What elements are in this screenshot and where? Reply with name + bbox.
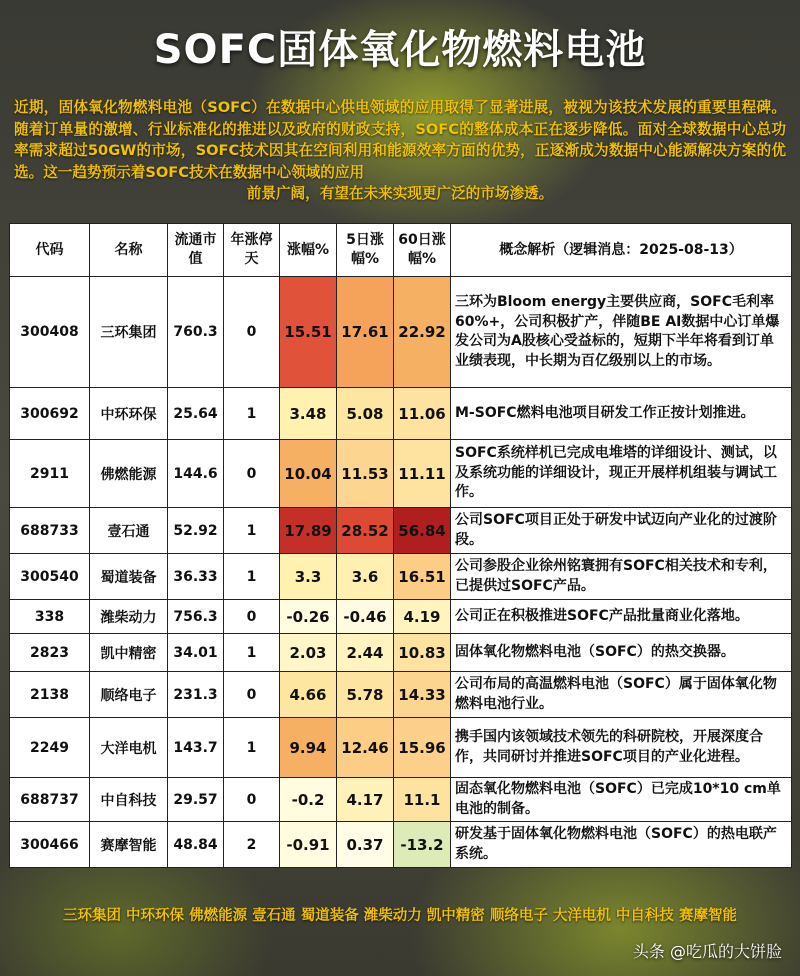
cell-concept: 公司布局的高温燃料电池（SOFC）属于固体氧化物燃料电池行业。	[451, 672, 792, 718]
cell-chg60: -13.2	[394, 822, 451, 868]
cell-chg60: 10.83	[394, 634, 451, 672]
cell-limit: 0	[224, 277, 280, 388]
watermark: 头条 @吃瓜的大饼脸	[632, 942, 782, 961]
cell-chg60: 56.84	[394, 508, 451, 554]
cell-limit: 1	[224, 554, 280, 600]
footer-stock-list: 三环集团 中环环保 佛燃能源 壹石通 蜀道装备 潍柴动力 凯中精密 顺络电子 大洋电机 中自科技 赛摩智能	[63, 908, 737, 924]
cell-chg: 10.04	[280, 440, 337, 508]
cell-chg: -0.26	[280, 600, 337, 634]
header-chg60: 60日涨幅%	[394, 224, 451, 277]
table-row	[10, 277, 792, 388]
intro-text: 近期，固体氧化物燃料电池（SOFC）在数据中心供电领域的应用取得了显著进展，被视为该技术发展的重要里程碑。随着订单量的激增、行业标准化的推进以及政府的财政支持，SOFC的整体成本正在逐步降低。面对全球数据中心总功率需求超过50GW的市场，SOFC技术因其在空间利用和能源效率方面的优势，正逐渐成为数据中心能源解决方案的优选。这一趋势预示着SOFC技术在数据中心领域的应用	[14, 99, 786, 181]
table-body	[10, 277, 792, 868]
cell-name: 蜀道装备	[90, 554, 168, 600]
cell-code: 300466	[10, 822, 90, 868]
cell-code: 2138	[10, 672, 90, 718]
cell-mcap: 143.7	[168, 718, 224, 778]
cell-mcap: 34.01	[168, 634, 224, 672]
cell-chg: 3.3	[280, 554, 337, 600]
cell-code: 2823	[10, 634, 90, 672]
cell-code: 300408	[10, 277, 90, 388]
cell-mcap: 25.64	[168, 388, 224, 440]
cell-concept: 固态氧化物燃料电池（SOFC）已完成10*10 cm单电池的制备。	[451, 778, 792, 822]
cell-chg: 15.51	[280, 277, 337, 388]
cell-limit: 1	[224, 388, 280, 440]
header-concept: 概念解析（逻辑消息：2025-08-13）	[451, 224, 792, 277]
header-name: 名称	[90, 224, 168, 277]
cell-name: 潍柴动力	[90, 600, 168, 634]
cell-chg: 3.48	[280, 388, 337, 440]
cell-chg5: 2.44	[337, 634, 394, 672]
cell-chg: 4.66	[280, 672, 337, 718]
cell-chg60: 11.11	[394, 440, 451, 508]
cell-mcap: 29.57	[168, 778, 224, 822]
cell-name: 大洋电机	[90, 718, 168, 778]
header-chg: 涨幅%	[280, 224, 337, 277]
header-mcap: 流通市值	[168, 224, 224, 277]
cell-chg60: 11.1	[394, 778, 451, 822]
cell-chg5: 5.78	[337, 672, 394, 718]
cell-name: 中自科技	[90, 778, 168, 822]
cell-name: 凯中精密	[90, 634, 168, 672]
table-row	[10, 554, 792, 600]
cell-limit: 1	[224, 508, 280, 554]
cell-chg60: 16.51	[394, 554, 451, 600]
cell-limit: 1	[224, 718, 280, 778]
cell-name: 中环环保	[90, 388, 168, 440]
table-header-row	[10, 224, 792, 277]
table-row	[10, 778, 792, 822]
cell-mcap: 48.84	[168, 822, 224, 868]
cell-chg5: 5.08	[337, 388, 394, 440]
cell-code: 300540	[10, 554, 90, 600]
cell-chg: -0.2	[280, 778, 337, 822]
cell-chg60: 22.92	[394, 277, 451, 388]
cell-concept: 三环为Bloom energy主要供应商，SOFC毛利率60%+，公司积极扩产，伴随BE AI数据中心订单爆发公司为A股核心受益标的，短期下半年将看到订单业绩表现，中长期为百亿级别以上的市场。	[451, 277, 792, 388]
table-row	[10, 388, 792, 440]
cell-concept: 公司参股企业徐州铭寰拥有SOFC相关技术和专利，已提供过SOFC产品。	[451, 554, 792, 600]
table-row	[10, 672, 792, 718]
cell-limit: 0	[224, 672, 280, 718]
cell-limit: 0	[224, 600, 280, 634]
cell-name: 佛燃能源	[90, 440, 168, 508]
table-row	[10, 600, 792, 634]
cell-limit: 1	[224, 634, 280, 672]
cell-mcap: 756.3	[168, 600, 224, 634]
intro-text-last: 前景广阔，有望在未来实现更广泛的市场渗透。	[246, 185, 554, 202]
cell-code: 688733	[10, 508, 90, 554]
cell-code: 688737	[10, 778, 90, 822]
cell-chg60: 11.06	[394, 388, 451, 440]
cell-concept: 公司SOFC项目正处于研发中试迈向产业化的过渡阶段。	[451, 508, 792, 554]
cell-concept: 研发基于固体氧化物燃料电池（SOFC）的热电联产系统。	[451, 822, 792, 868]
header-code: 代码	[10, 224, 90, 277]
cell-chg60: 14.33	[394, 672, 451, 718]
cell-mcap: 36.33	[168, 554, 224, 600]
cell-mcap: 52.92	[168, 508, 224, 554]
cell-chg5: 0.37	[337, 822, 394, 868]
cell-concept: 携手国内该领域技术领先的科研院校，开展深度合作，共同研讨并推进SOFC项目的产业化进程。	[451, 718, 792, 778]
cell-chg5: -0.46	[337, 600, 394, 634]
cell-chg: 9.94	[280, 718, 337, 778]
stock-table	[9, 223, 792, 868]
cell-code: 2911	[10, 440, 90, 508]
cell-mcap: 144.6	[168, 440, 224, 508]
cell-concept: SOFC系统样机已完成电堆塔的详细设计、测试，以及系统功能的详细设计，现正开展样机组装与调试工作。	[451, 440, 792, 508]
cell-chg60: 15.96	[394, 718, 451, 778]
header-limit: 年涨停天	[224, 224, 280, 277]
cell-limit: 0	[224, 778, 280, 822]
table-row	[10, 822, 792, 868]
cell-chg60: 4.19	[394, 600, 451, 634]
table-row	[10, 634, 792, 672]
cell-chg5: 3.6	[337, 554, 394, 600]
table-row	[10, 440, 792, 508]
cell-chg5: 11.53	[337, 440, 394, 508]
cell-concept: 固体氧化物燃料电池（SOFC）的热交换器。	[451, 634, 792, 672]
cell-name: 赛摩智能	[90, 822, 168, 868]
cell-limit: 0	[224, 440, 280, 508]
table-row	[10, 718, 792, 778]
header-chg5: 5日涨幅%	[337, 224, 394, 277]
cell-chg5: 12.46	[337, 718, 394, 778]
cell-chg: 17.89	[280, 508, 337, 554]
cell-chg5: 28.52	[337, 508, 394, 554]
cell-code: 2249	[10, 718, 90, 778]
cell-mcap: 760.3	[168, 277, 224, 388]
cell-code: 300692	[10, 388, 90, 440]
cell-code: 338	[10, 600, 90, 634]
cell-concept: M-SOFC燃料电池项目研发工作正按计划推进。	[451, 388, 792, 440]
cell-mcap: 231.3	[168, 672, 224, 718]
intro-paragraph	[14, 97, 786, 205]
table-row	[10, 508, 792, 554]
cell-concept: 公司正在积极推进SOFC产品批量商业化落地。	[451, 600, 792, 634]
cell-chg5: 17.61	[337, 277, 394, 388]
cell-chg5: 4.17	[337, 778, 394, 822]
cell-chg: -0.91	[280, 822, 337, 868]
page-title: SOFC固体氧化物燃料电池	[153, 27, 647, 73]
cell-name: 三环集团	[90, 277, 168, 388]
cell-name: 壹石通	[90, 508, 168, 554]
cell-name: 顺络电子	[90, 672, 168, 718]
cell-chg: 2.03	[280, 634, 337, 672]
cell-limit: 2	[224, 822, 280, 868]
